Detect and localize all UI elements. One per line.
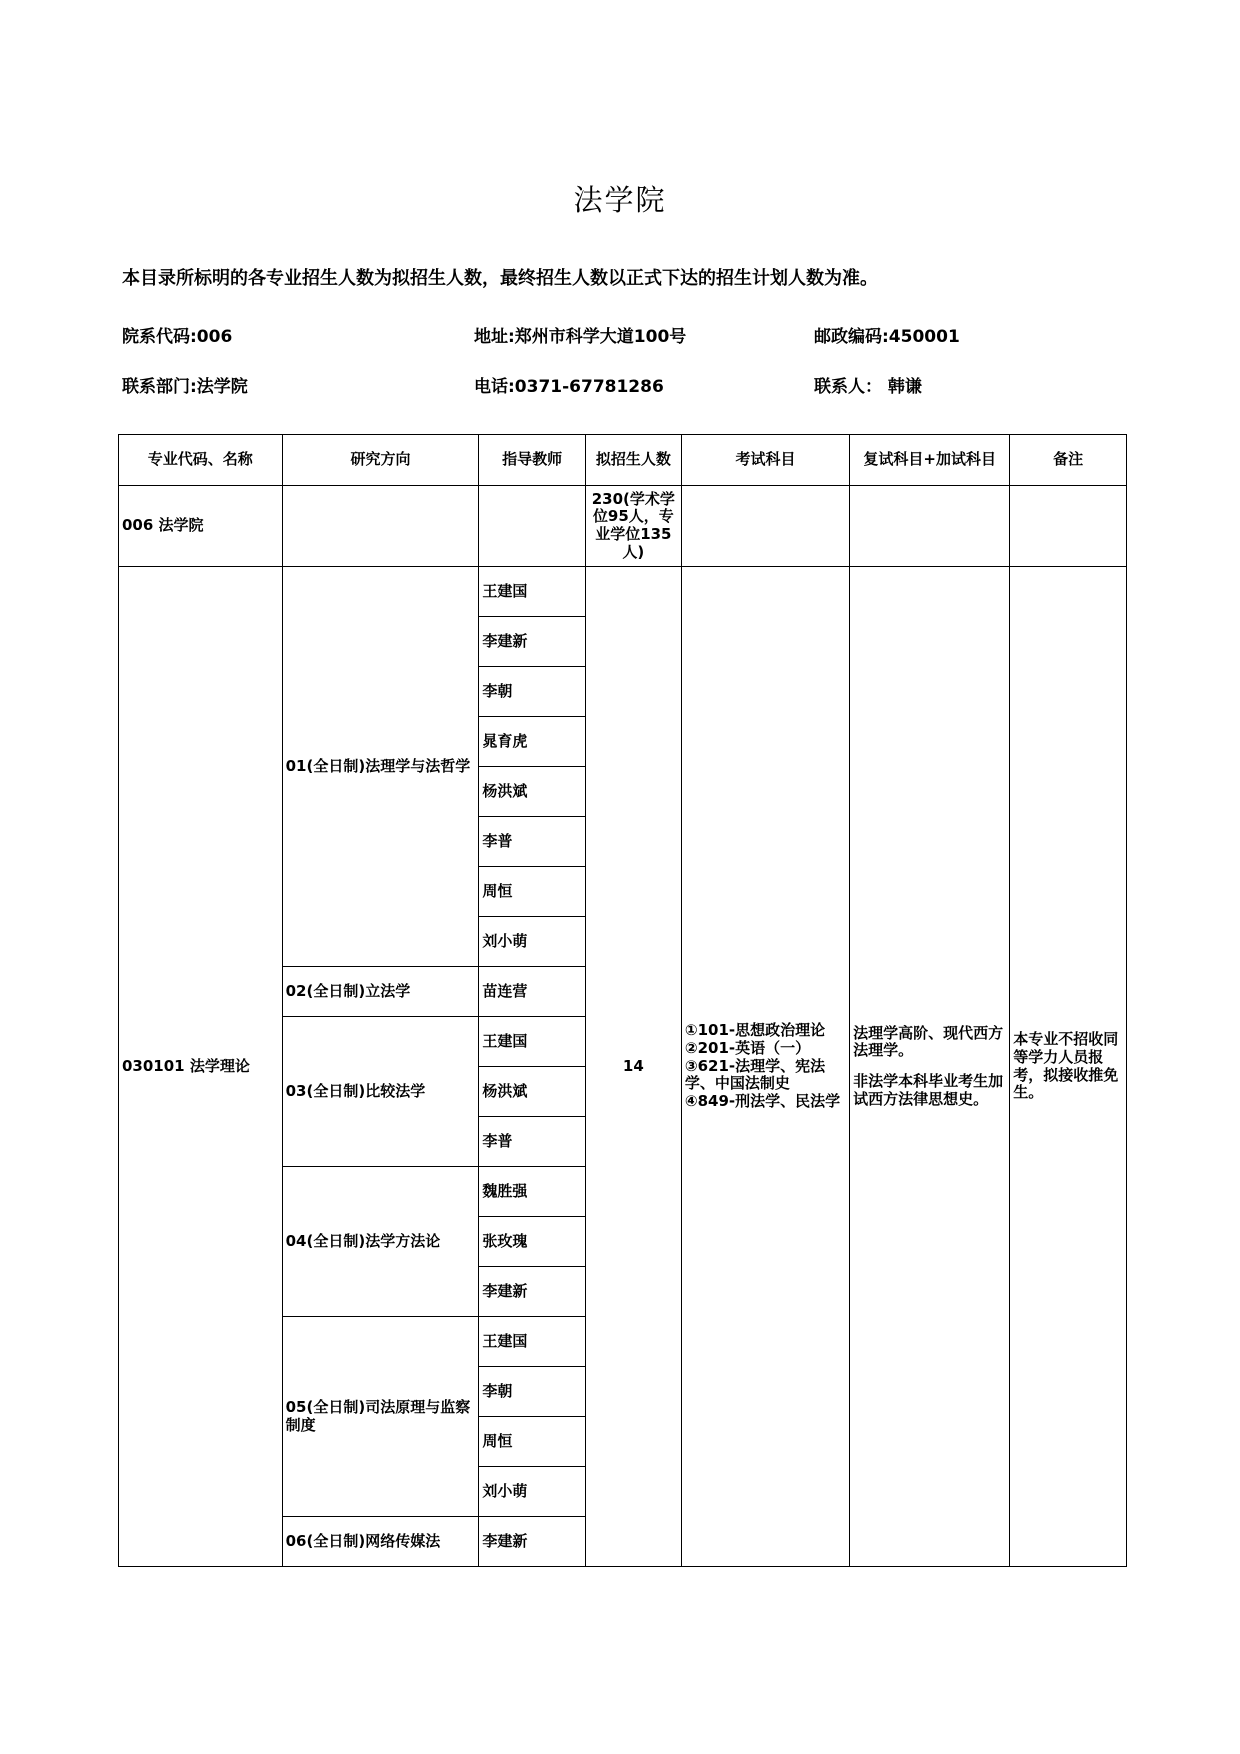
supervisor-name: 周恒 (479, 867, 585, 917)
retest-subjects-line: 非法学本科毕业考生加试西方法律思想史。 (853, 1072, 1004, 1108)
catalog-table-wrapper (0, 422, 1240, 1567)
table-row (119, 567, 1127, 617)
address: 地址:郑州市科学大道100号 (474, 327, 687, 347)
exam-subjects-line: ③621-法理学、宪法学、中国法制史 (684, 1056, 826, 1093)
college-code: 006 法学院 (119, 486, 283, 567)
supervisor-name: 李朝 (479, 667, 585, 717)
retest-subjects-line: 法理学高阶、现代西方法理学。 (853, 1023, 1004, 1060)
research-direction: 06(全日制)网络传媒法 (282, 1517, 479, 1567)
supervisor-name: 苗连营 (479, 967, 585, 1017)
supervisor-name: 刘小萌 (479, 917, 585, 967)
contact-person: 联系人： 韩谦 (814, 377, 922, 397)
college-note (1010, 486, 1127, 567)
supervisor-name: 王建国 (479, 567, 585, 617)
supervisor-name: 杨洪斌 (479, 1067, 585, 1117)
contact-department: 联系部门:法学院 (122, 377, 248, 397)
page-title: 法学院 (573, 183, 667, 217)
table-header-row (119, 435, 1127, 486)
supervisor-name: 王建国 (479, 1017, 585, 1067)
supervisor-name: 李建新 (479, 1517, 585, 1567)
notice-paragraph: 本目录所标明的各专业招生人数为拟招生人数，最终招生人数以正式下达的招生计划人数为准。 (122, 268, 878, 289)
college-direction (282, 486, 479, 567)
admissions-catalog-table (118, 434, 1127, 1567)
header-planned-enrollment: 拟招生人数 (585, 435, 681, 486)
postal-code: 邮政编码:450001 (814, 327, 960, 347)
major-code: 030101 法学理论 (119, 567, 283, 1567)
exam-subjects (681, 567, 849, 1567)
college-enrollment: 230(学术学位95人，专业学位135人) (585, 486, 681, 567)
exam-subjects-line: ④849-刑法学、民法学 (684, 1092, 841, 1111)
supervisor-name: 李普 (479, 817, 585, 867)
supervisor-name: 刘小萌 (479, 1467, 585, 1517)
supervisor-name: 魏胜强 (479, 1167, 585, 1217)
supervisor-name: 李建新 (479, 1267, 585, 1317)
exam-subjects-line: ①101-思想政治理论 (684, 1021, 826, 1040)
supervisor-name: 李建新 (479, 617, 585, 667)
contact-phone: 电话:0371-67781286 (474, 377, 664, 397)
supervisor-name: 张玫瑰 (479, 1217, 585, 1267)
header-major-code: 专业代码、名称 (119, 435, 283, 486)
retest-subjects (850, 567, 1010, 1567)
research-direction: 04(全日制)法学方法论 (282, 1167, 479, 1317)
supervisor-name: 晁育虎 (479, 717, 585, 767)
college-retest (850, 486, 1010, 567)
header-research-direction: 研究方向 (282, 435, 479, 486)
planned-enrollment: 14 (585, 567, 681, 1567)
college-supervisor (479, 486, 585, 567)
research-direction: 02(全日制)立法学 (282, 967, 479, 1017)
supervisor-name: 周恒 (479, 1417, 585, 1467)
header-exam-subjects: 考试科目 (681, 435, 849, 486)
supervisor-name: 王建国 (479, 1317, 585, 1367)
supervisor-name: 李朝 (479, 1367, 585, 1417)
research-direction: 03(全日制)比较法学 (282, 1017, 479, 1167)
exam-subjects-line: ②201-英语（一） (684, 1038, 811, 1057)
department-code: 院系代码:006 (122, 327, 233, 347)
supervisor-name: 杨洪斌 (479, 767, 585, 817)
college-exam (681, 486, 849, 567)
supervisor-name: 李普 (479, 1117, 585, 1167)
contact-row (122, 372, 1130, 397)
header-retest-subjects: 复试科目+加试科目 (850, 435, 1010, 486)
header-remarks: 备注 (1010, 435, 1127, 486)
remarks-line: 本专业不招收同等学力人员报考，拟接收推免生。 (1013, 1030, 1119, 1102)
remarks (1010, 567, 1127, 1567)
research-direction: 05(全日制)司法原理与监察制度 (282, 1317, 479, 1517)
research-direction: 01(全日制)法理学与法哲学 (282, 567, 479, 967)
contact-info-block (0, 292, 1240, 397)
contact-row (122, 322, 1130, 347)
table-row (119, 486, 1127, 567)
table-body (119, 486, 1127, 1567)
header-supervisor: 指导教师 (479, 435, 585, 486)
